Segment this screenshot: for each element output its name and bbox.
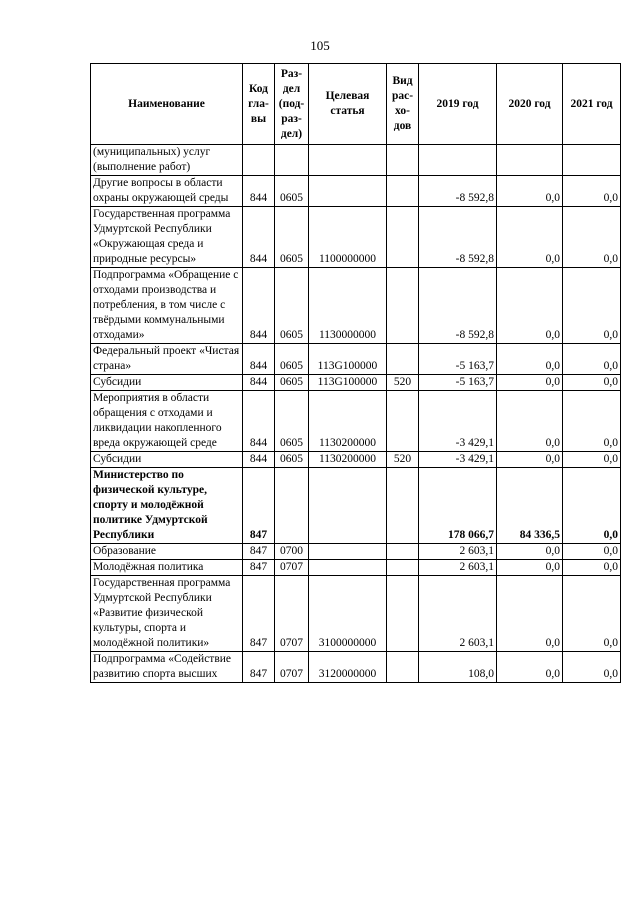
type-cell [387, 391, 419, 452]
code-cell: 847 [243, 652, 275, 683]
target-cell [309, 145, 387, 176]
value-2020-cell [497, 145, 563, 176]
section-cell: 0605 [275, 452, 309, 468]
header-2020: 2020 год [497, 64, 563, 145]
code-cell: 844 [243, 207, 275, 268]
code-cell: 844 [243, 268, 275, 344]
table-row [91, 452, 621, 468]
budget-table [90, 63, 621, 683]
value-2020-cell: 0,0 [497, 560, 563, 576]
header-type: Вид рас- хо- дов [387, 64, 419, 145]
type-cell [387, 207, 419, 268]
section-cell: 0707 [275, 560, 309, 576]
name-cell: Государственная программа Удмуртской Республики «Окружающая среда и природные ресурсы» [91, 207, 243, 268]
value-2020-cell: 0,0 [497, 344, 563, 375]
value-2020-cell: 0,0 [497, 544, 563, 560]
section-cell: 0605 [275, 207, 309, 268]
table-row [91, 560, 621, 576]
table-row [91, 145, 621, 176]
name-cell: Субсидии [91, 375, 243, 391]
value-2021-cell: 0,0 [563, 560, 621, 576]
value-2021-cell: 0,0 [563, 576, 621, 652]
name-cell: Федеральный проект «Чистая страна» [91, 344, 243, 375]
table-row [91, 544, 621, 560]
table-row [91, 375, 621, 391]
type-cell [387, 576, 419, 652]
target-cell [309, 544, 387, 560]
value-2021-cell: 0,0 [563, 375, 621, 391]
code-cell: 844 [243, 344, 275, 375]
table-row [91, 391, 621, 452]
code-cell: 844 [243, 452, 275, 468]
header-name: Наименование [91, 64, 243, 145]
value-2021-cell [563, 145, 621, 176]
section-cell: 0605 [275, 268, 309, 344]
section-cell: 0707 [275, 576, 309, 652]
value-2020-cell: 0,0 [497, 176, 563, 207]
value-2021-cell: 0,0 [563, 268, 621, 344]
table-row [91, 576, 621, 652]
section-cell: 0605 [275, 375, 309, 391]
name-cell: Субсидии [91, 452, 243, 468]
code-cell: 847 [243, 468, 275, 544]
table-row [91, 344, 621, 375]
target-cell: 1130200000 [309, 452, 387, 468]
code-cell: 847 [243, 560, 275, 576]
target-cell [309, 560, 387, 576]
type-cell [387, 145, 419, 176]
value-2019-cell [419, 145, 497, 176]
header-target: Целевая статья [309, 64, 387, 145]
code-cell: 844 [243, 391, 275, 452]
target-cell: 1100000000 [309, 207, 387, 268]
value-2020-cell: 0,0 [497, 652, 563, 683]
code-cell: 847 [243, 544, 275, 560]
section-cell [275, 468, 309, 544]
section-cell: 0605 [275, 391, 309, 452]
value-2020-cell: 0,0 [497, 375, 563, 391]
value-2019-cell: -5 163,7 [419, 375, 497, 391]
table-row [91, 268, 621, 344]
value-2020-cell: 0,0 [497, 452, 563, 468]
target-cell: 1130000000 [309, 268, 387, 344]
section-cell: 0707 [275, 652, 309, 683]
value-2019-cell: 2 603,1 [419, 560, 497, 576]
type-cell [387, 560, 419, 576]
type-cell: 520 [387, 375, 419, 391]
target-cell: 113G100000 [309, 344, 387, 375]
value-2021-cell: 0,0 [563, 452, 621, 468]
table-row [91, 207, 621, 268]
page-number: 105 [310, 38, 330, 53]
value-2021-cell: 0,0 [563, 344, 621, 375]
name-cell: (муниципальных) услуг (выполнение работ) [91, 145, 243, 176]
value-2021-cell: 0,0 [563, 652, 621, 683]
target-cell [309, 176, 387, 207]
header-code: Код гла- вы [243, 64, 275, 145]
section-cell: 0700 [275, 544, 309, 560]
name-cell: Молодёжная политика [91, 560, 243, 576]
value-2020-cell: 84 336,5 [497, 468, 563, 544]
section-cell [275, 145, 309, 176]
value-2019-cell: -8 592,8 [419, 176, 497, 207]
value-2019-cell: -8 592,8 [419, 268, 497, 344]
name-cell: Министерство по физической культуре, спорту и молодёжной политике Удмуртской Республики [91, 468, 243, 544]
table-row [91, 468, 621, 544]
name-cell: Государственная программа Удмуртской Республики «Развитие физической культуры, спорта и молодёжной политики» [91, 576, 243, 652]
value-2019-cell: 108,0 [419, 652, 497, 683]
name-cell: Подпрограмма «Содействие развитию спорта высших [91, 652, 243, 683]
value-2020-cell: 0,0 [497, 268, 563, 344]
target-cell: 1130200000 [309, 391, 387, 452]
value-2020-cell: 0,0 [497, 207, 563, 268]
target-cell: 3120000000 [309, 652, 387, 683]
code-cell [243, 145, 275, 176]
value-2019-cell: 2 603,1 [419, 544, 497, 560]
table-body [91, 145, 621, 683]
value-2019-cell: -8 592,8 [419, 207, 497, 268]
type-cell [387, 468, 419, 544]
value-2020-cell: 0,0 [497, 576, 563, 652]
name-cell: Другие вопросы в области охраны окружающей среды [91, 176, 243, 207]
name-cell: Образование [91, 544, 243, 560]
code-cell: 847 [243, 576, 275, 652]
header-2019: 2019 год [419, 64, 497, 145]
type-cell [387, 268, 419, 344]
header-2021: 2021 год [563, 64, 621, 145]
type-cell [387, 176, 419, 207]
table-row [91, 652, 621, 683]
section-cell: 0605 [275, 176, 309, 207]
type-cell [387, 544, 419, 560]
value-2019-cell: 178 066,7 [419, 468, 497, 544]
value-2021-cell: 0,0 [563, 391, 621, 452]
value-2019-cell: -3 429,1 [419, 391, 497, 452]
value-2021-cell: 0,0 [563, 207, 621, 268]
header-row [91, 64, 621, 145]
value-2019-cell: 2 603,1 [419, 576, 497, 652]
type-cell: 520 [387, 452, 419, 468]
value-2021-cell: 0,0 [563, 544, 621, 560]
value-2019-cell: -5 163,7 [419, 344, 497, 375]
value-2021-cell: 0,0 [563, 176, 621, 207]
code-cell: 844 [243, 375, 275, 391]
section-cell: 0605 [275, 344, 309, 375]
type-cell [387, 344, 419, 375]
table-row [91, 176, 621, 207]
value-2019-cell: -3 429,1 [419, 452, 497, 468]
value-2020-cell: 0,0 [497, 391, 563, 452]
code-cell: 844 [243, 176, 275, 207]
target-cell: 3100000000 [309, 576, 387, 652]
type-cell [387, 652, 419, 683]
name-cell: Мероприятия в области обращения с отходами и ликвидации накопленного вреда окружающей среде [91, 391, 243, 452]
value-2021-cell: 0,0 [563, 468, 621, 544]
header-section: Раз- дел (под- раз- дел) [275, 64, 309, 145]
name-cell: Подпрограмма «Обращение с отходами производства и потребления, в том числе с твёрдыми коммунальными отходами» [91, 268, 243, 344]
target-cell [309, 468, 387, 544]
target-cell: 113G100000 [309, 375, 387, 391]
